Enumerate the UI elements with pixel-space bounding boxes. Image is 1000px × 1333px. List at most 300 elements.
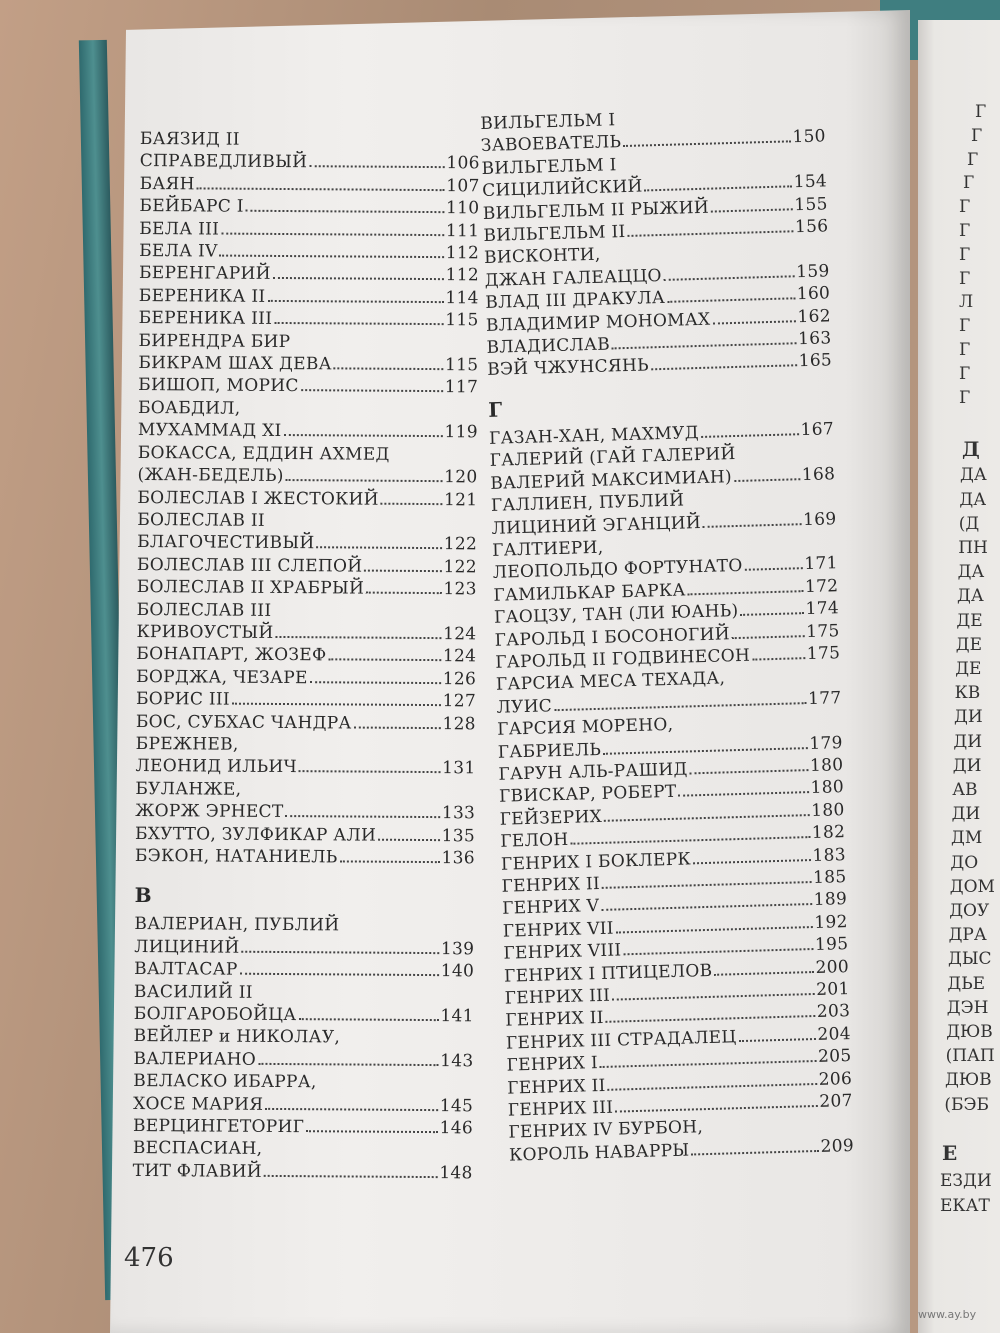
entry-page: 128 (442, 713, 476, 734)
right-page-line: ДИ (954, 707, 983, 728)
entry-page: 179 (809, 732, 844, 754)
entry-page: 150 (792, 126, 827, 148)
entry-name: БЕРЕНГАРИЙ (138, 263, 271, 285)
right-page-line: Г (959, 221, 971, 241)
entry-page: 119 (444, 422, 478, 443)
dot-leader (651, 351, 797, 371)
entry-page: 180 (809, 755, 844, 777)
entry-page: 122 (443, 534, 478, 555)
index-entry-line (139, 195, 479, 220)
entry-name: ГЕНРИХ III СТРАДАЛЕЦ (505, 1027, 737, 1054)
entry-name: ГАЛЛИЕН, ПУБЛИЙ (490, 490, 685, 516)
right-page-line: ДЕ (955, 634, 983, 655)
dot-leader (286, 801, 440, 818)
right-page-line: (БЭБ (944, 1094, 990, 1115)
index-entry-line (136, 711, 476, 736)
right-page-line: ДИ (952, 755, 982, 776)
index-entry-line (138, 397, 478, 422)
entry-page: 207 (819, 1091, 854, 1112)
right-page-line: ДЫС (948, 949, 992, 970)
index-entry-line (135, 800, 475, 825)
index-entry (136, 643, 476, 668)
index-entry-line (139, 240, 479, 265)
entry-page: 185 (812, 867, 847, 888)
entry-page: 200 (815, 956, 850, 978)
entry-name: ГЕЙЗЕРИХ (499, 806, 603, 830)
entry-name: ТИТ ФЛАВИЙ (132, 1160, 263, 1182)
dot-leader (310, 667, 441, 684)
dot-leader (246, 196, 444, 213)
dot-leader (240, 959, 439, 976)
section-letter: В (134, 883, 152, 908)
entry-page: 112 (445, 243, 480, 264)
index-entry-line (135, 755, 475, 780)
index-entry-line (136, 621, 476, 646)
section-letter: Г (487, 397, 503, 422)
index-entry-line (134, 913, 474, 938)
index-entry-line (133, 1160, 473, 1185)
entry-name: ГАРОЛЬД II ГОДВИНЕСОН (495, 645, 751, 673)
watermark: www.ay.by (918, 1308, 977, 1321)
right-page-letter: Д (962, 437, 980, 462)
entry-name: ЖОРЖ ЭРНЕСТ (135, 801, 284, 823)
entry-page: 115 (444, 355, 479, 376)
index-entry-line (139, 307, 479, 332)
right-page-line: ЕЗДИ (940, 1170, 992, 1191)
index-entry (133, 1137, 473, 1184)
index-entry-line (137, 486, 477, 511)
dot-leader (714, 957, 814, 976)
right-page-line: ДРА (948, 925, 987, 946)
right-page-line: (ПАП (945, 1046, 995, 1067)
entry-page: 135 (441, 825, 476, 846)
index-entry-line (139, 262, 479, 287)
right-page-line: Г (959, 244, 971, 265)
entry-page: 136 (441, 848, 475, 869)
entry-name: ВЕЙЛЕР и НИКОЛАУ, (133, 1026, 341, 1048)
entry-name: ГАМИЛЬКАР БАРКА (493, 580, 686, 606)
dot-leader (378, 824, 440, 840)
right-page-line: ДИ (953, 731, 983, 752)
index-entry-line (140, 150, 480, 175)
index-entry (139, 285, 479, 310)
dot-leader (732, 621, 805, 639)
index-entry (139, 240, 479, 265)
entry-page: 124 (443, 624, 477, 645)
index-entry-line (138, 442, 478, 467)
index-entry-line (136, 643, 476, 668)
right-page-line: Г (963, 173, 975, 194)
entry-page: 106 (446, 153, 480, 174)
entry-name: ЛУИС (496, 695, 553, 718)
dot-leader (366, 578, 441, 595)
index-entry-line (133, 1115, 473, 1140)
entry-name: БОАБДИЛ, (137, 397, 241, 419)
right-page-line: ДМ (951, 828, 983, 849)
right-page-letter: Е (942, 1140, 958, 1165)
dot-leader (712, 306, 795, 324)
entry-name: ГЕНРИХ II (501, 873, 601, 897)
entry-name: БЛАГОЧЕСТИВЫЙ (137, 532, 315, 554)
index-entry-line (134, 958, 474, 983)
dot-leader (265, 1094, 438, 1111)
entry-name: ГАОЦЗУ, ТАН (ЛИ ЮАНЬ) (493, 601, 739, 628)
dot-leader (381, 488, 442, 504)
entry-name: БОРДЖА, ЧЕЗАРЕ (136, 666, 308, 688)
entry-name: ВЛАДИСЛАВ (486, 334, 611, 358)
entry-name: ГАЗАН-ХАН, МАХМУД (488, 422, 700, 449)
index-entry (134, 913, 474, 960)
right-page-line: ЕКАТ (940, 1195, 990, 1216)
entry-page: 206 (818, 1068, 853, 1090)
entry-name: (ЖАН-БЕДЕЛЬ) (137, 465, 284, 487)
right-page-line: ДЬЕ (947, 973, 986, 994)
entry-page: 195 (814, 934, 849, 956)
right-page-line: ДЮВ (945, 1070, 992, 1091)
entry-name: БИКРАМ ШАХ ДЕВА (138, 353, 332, 375)
entry-name: ГАРСИЯ МОРЕНО, (496, 715, 674, 740)
page-number: 476 (124, 1243, 174, 1273)
entry-page: 182 (811, 822, 846, 844)
index-entry (135, 823, 475, 848)
entry-page: 175 (806, 643, 841, 665)
entry-page: 174 (805, 598, 840, 620)
entry-name: ГЕНРИХ II (506, 1075, 606, 1099)
index-entry-line (137, 554, 477, 579)
index-entry-line (138, 374, 478, 399)
dot-leader (284, 420, 443, 437)
entry-name: ГЕНРИХ IV БУРБОН, (508, 1117, 704, 1144)
dot-leader (693, 845, 811, 864)
index-entry (136, 666, 476, 691)
entry-page: 133 (441, 803, 476, 824)
entry-page: 115 (445, 310, 479, 331)
entry-page: 192 (814, 911, 849, 933)
entry-page: 140 (440, 961, 475, 982)
entry-name: БОЛЕСЛАВ III (136, 599, 272, 621)
entry-page: 180 (810, 777, 845, 799)
index-entry-line (133, 1070, 473, 1095)
entry-page: 121 (443, 489, 478, 510)
index-entry (135, 778, 475, 825)
dot-leader (306, 1116, 438, 1133)
entry-name: ВЕРЦИНГЕТОРИГ (132, 1116, 305, 1138)
index-entry-line (136, 666, 476, 691)
dot-leader (354, 712, 441, 729)
entry-name: КОРОЛЬ НАВАРРЫ (508, 1140, 690, 1166)
entry-page: 126 (442, 668, 477, 690)
entry-name: ГЕНРИХ I БОКЛЕРК (500, 849, 692, 875)
entry-page: 139 (440, 938, 475, 960)
entry-name: ВИЛЬГЕЛЬМ II РЫЖИЙ (482, 197, 710, 224)
index-entry-line (136, 733, 476, 758)
index-entry (139, 262, 479, 287)
entry-name: ГЕЛОН (500, 830, 569, 852)
entry-name: ЛЕОПОЛЬДО ФОРТУНАТО (492, 556, 743, 584)
entry-name: БЕРЕНИКА III (138, 308, 273, 330)
entry-name: БРЕЖНЕВ, (135, 733, 239, 755)
dot-leader (221, 218, 444, 236)
entry-page: 165 (798, 350, 833, 372)
index-entry-line (136, 688, 476, 713)
index-entry (134, 981, 474, 1028)
entry-name: ЗАВОЕВАТЕЛЬ (480, 132, 622, 157)
dot-leader (197, 173, 445, 191)
entry-page: 146 (439, 1118, 474, 1139)
right-page-line: Г (975, 102, 987, 122)
entry-page: 159 (795, 261, 830, 283)
entry-name: БОЛГАРОБОЙЦА (133, 1004, 297, 1026)
index-entry (135, 845, 475, 870)
index-entry (133, 1070, 473, 1117)
entry-name: ГЕНРИХ III (504, 985, 611, 1009)
right-page-line: Г (967, 149, 979, 170)
index-entry (133, 1025, 473, 1072)
right-page-line: Л (959, 292, 974, 313)
dot-leader (691, 1136, 819, 1156)
dot-leader (340, 846, 440, 863)
dot-leader (678, 777, 809, 797)
entry-name: ГЕНРИХ I (506, 1053, 599, 1076)
index-entry-line (137, 599, 477, 624)
index-entry (136, 688, 476, 713)
entry-page: 112 (445, 265, 480, 286)
entry-page: 180 (810, 799, 845, 821)
entry-name: БОКАССА, ЕДДИН АХМЕД (137, 442, 390, 465)
entry-name: ВАСИЛИЙ II (133, 981, 253, 1003)
index-entry (138, 330, 478, 377)
index-entry (139, 307, 479, 332)
index-entry (140, 173, 480, 198)
entry-name: ВИЛЬГЕЛЬМ I (481, 155, 617, 179)
entry-name: ХОСЕ МАРИЯ (133, 1093, 264, 1115)
index-entry (137, 509, 477, 556)
index-entry-line (135, 778, 475, 803)
index-entry-line (139, 218, 479, 243)
entry-name: БОЛЕСЛАВ I ЖЕСТОКИЙ (137, 487, 379, 510)
entry-name: ЛИЦИНИЙ ЭГАНЦИЙ (491, 512, 702, 539)
right-page-line: Г (959, 316, 971, 337)
index-entry (135, 733, 475, 780)
dot-leader (220, 241, 444, 259)
entry-page: 107 (446, 175, 480, 197)
index-column-left (133, 128, 480, 1185)
entry-page: 122 (443, 556, 478, 578)
index-entry (140, 128, 480, 175)
index-entry (136, 711, 476, 736)
entry-name: ВЕСПАСИАН, (132, 1138, 263, 1160)
entry-page: 117 (444, 377, 479, 398)
dot-leader (241, 937, 438, 954)
entry-page: 114 (445, 287, 479, 309)
entry-name: ГЕНРИХ VII (502, 918, 615, 942)
dot-leader (644, 172, 792, 192)
entry-page: 177 (807, 687, 842, 709)
right-page-line: Г (959, 340, 971, 360)
index-entry-line (138, 330, 478, 355)
entry-page: 145 (439, 1095, 474, 1117)
dot-leader (309, 152, 444, 169)
entry-page: 183 (812, 844, 847, 866)
dot-leader (286, 465, 443, 482)
dot-leader (301, 376, 443, 393)
entry-name: ГВИСКАР, РОБЕРТ (498, 782, 677, 808)
entry-name: БОЛЕСЛАВ III СЛЕПОЙ (136, 554, 363, 577)
entry-page: 156 (794, 216, 829, 238)
index-entry (137, 442, 477, 489)
dot-leader (689, 755, 808, 774)
dot-leader (274, 308, 443, 325)
entry-page: 123 (443, 579, 477, 600)
entry-page: 148 (439, 1162, 473, 1184)
entry-name: ВАЛЕРИАНО (133, 1048, 257, 1070)
index-entry-line (137, 531, 477, 556)
entry-name: ВАЛТАСАР (134, 959, 238, 980)
dot-leader (740, 598, 804, 616)
index-entry (139, 218, 479, 243)
right-page-line: ДОУ (949, 901, 990, 921)
entry-name: ГАРОЛЬД I БОСОНОГИЙ (494, 623, 731, 651)
index-entry-line (133, 1137, 473, 1162)
entry-page: 162 (797, 305, 832, 327)
dot-leader (267, 286, 443, 303)
right-page-line: ДА (960, 465, 987, 486)
dot-leader (711, 194, 793, 212)
entry-page: 172 (804, 575, 839, 597)
index-entry-line (138, 419, 478, 444)
entry-name: СИЦИЛИЙСКИЙ (481, 176, 643, 202)
entry-name: БЕЙБАРС I (139, 196, 244, 217)
index-entry-line (140, 173, 480, 198)
entry-name: ГЕНРИХ II (505, 1008, 605, 1032)
entry-page: 163 (797, 328, 832, 350)
dot-leader (334, 353, 443, 370)
index-entry-line (137, 509, 477, 534)
entry-name: ГАЛЕРИЙ (ГАЙ ГАЛЕРИЙ (489, 444, 736, 472)
entry-page: 141 (440, 1006, 474, 1027)
right-page-line: ДЕ (955, 659, 982, 679)
dot-leader (627, 216, 793, 237)
entry-page: 154 (793, 171, 828, 193)
dot-leader (298, 1004, 438, 1021)
entry-name: ГАБРИЕЛЬ (497, 739, 602, 763)
dot-leader (328, 645, 441, 662)
entry-page: 201 (815, 979, 850, 1000)
entry-name: БУЛАНЖЕ, (135, 778, 242, 800)
entry-page: 209 (820, 1135, 855, 1157)
entry-page: 205 (817, 1046, 852, 1068)
dot-leader (275, 622, 441, 639)
entry-name: ЛИЦИНИЙ (134, 936, 240, 958)
index-entry (137, 554, 477, 579)
entry-name: ГЕНРИХ I ПТИЦЕЛОВ (503, 960, 713, 987)
index-entry (138, 397, 478, 444)
index-entry-line (140, 128, 480, 153)
right-page-line: ДОМ (949, 876, 995, 897)
dot-leader (623, 127, 791, 148)
entry-page: 169 (802, 508, 837, 530)
right-page-line: АВ (952, 780, 978, 800)
right-page-line: ДЭН (946, 997, 989, 1018)
entry-page: 110 (446, 198, 480, 219)
entry-name: ГАЛТИЕРИ, (491, 537, 604, 561)
index-entry-line (137, 576, 477, 601)
entry-name: БИРЕНДРА БИР (138, 330, 291, 352)
index-entry (139, 195, 479, 220)
dot-leader (273, 263, 444, 280)
entry-name: БОЛЕСЛАВ II (137, 509, 266, 531)
index-entry-line (134, 981, 474, 1006)
index-entry-line (135, 845, 475, 870)
entry-name: БЕРЕНИКА II (138, 285, 266, 307)
index-entry (136, 599, 476, 646)
dot-leader (687, 576, 803, 595)
entry-name: ГЕНРИХ VIII (503, 940, 622, 964)
entry-page: 171 (804, 553, 838, 575)
entry-name: ВЛАДИМИР МОНОМАХ (485, 309, 711, 336)
dot-leader (299, 757, 440, 774)
index-entry (138, 374, 478, 399)
right-page-line: ДА (957, 586, 984, 607)
dot-leader (667, 284, 795, 304)
right-page-line: КВ (954, 683, 981, 704)
right-page-line: Г (959, 363, 971, 384)
index-entry-line (139, 285, 479, 310)
entry-page: 143 (440, 1050, 474, 1072)
entry-page: 160 (796, 283, 831, 305)
index-entry (134, 958, 474, 983)
entry-name: БОРИС III (135, 689, 231, 710)
entry-name: ВЛАД III ДРАКУЛА (485, 288, 666, 314)
index-entry-line (134, 936, 474, 961)
entry-name: МУХАММАД XI (137, 420, 282, 442)
entry-name: ВЕЛАСКО ИБАРРА, (133, 1071, 317, 1093)
right-page-line: (Д (958, 513, 980, 534)
dot-leader (703, 509, 802, 528)
right-page-line: ДИ (951, 804, 981, 825)
dot-leader (700, 419, 798, 438)
entry-name: БЕЛА III (139, 218, 220, 240)
dot-leader (258, 1049, 438, 1066)
index-entry-line (133, 1093, 473, 1118)
dot-leader (734, 464, 800, 482)
entry-name: ГАРСИА МЕСА ТЕХАДА, (495, 668, 726, 696)
dot-leader (264, 1161, 438, 1178)
entry-name: БИШОП, МОРИС (138, 375, 299, 397)
entry-name: КРИВОУСТЫЙ (136, 621, 274, 643)
entry-name: ЛЕОНИД ИЛЬИЧ (135, 756, 298, 778)
entry-name: БОЛЕСЛАВ II ХРАБРЫЙ (136, 577, 365, 599)
right-page-line: ДО (950, 852, 979, 873)
dot-leader (738, 1024, 815, 1042)
entry-name: ВАЛЕРИЙ МАКСИМИАН) (490, 466, 733, 494)
entry-page: 111 (445, 220, 480, 241)
entry-name: ВЭЙ ЧЖУНСЯНЬ (486, 355, 650, 381)
entry-page: 203 (816, 1001, 851, 1023)
entry-page: 131 (442, 758, 476, 779)
index-entry-line (134, 1003, 474, 1028)
index-entry (137, 576, 477, 601)
entry-name: БАЯН (139, 173, 195, 195)
index-entry-line (134, 1025, 474, 1050)
right-page-line: ДЮВ (946, 1022, 993, 1042)
entry-name: БЕЛА IV (139, 241, 218, 262)
entry-name: ГАРУН АЛЬ-РАШИД (498, 759, 688, 785)
index-entry (133, 1115, 473, 1140)
entry-page: 167 (800, 419, 835, 441)
entry-name: БАЯЗИД II (139, 128, 240, 150)
entry-name: БЭКОН, НАТАНИЕЛЬ (134, 845, 338, 868)
